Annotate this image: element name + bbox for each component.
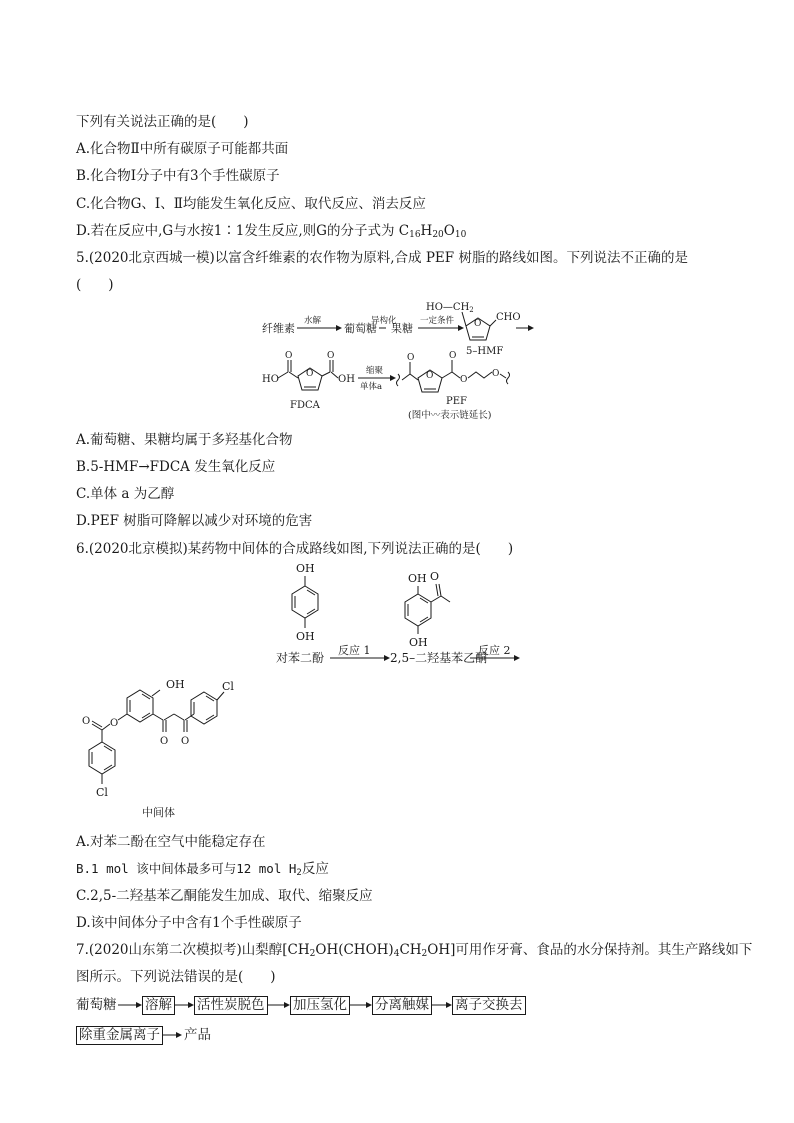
int-ester-carbonyl — [92, 724, 102, 730]
dhap-oh-bottom: OH — [409, 636, 428, 649]
arrow-hydrolysis-label: 水解 — [304, 316, 322, 326]
hq-oh-bottom: OH — [296, 630, 315, 643]
flow-step-separate-catalyst: 分离触媒 — [372, 996, 432, 1015]
pef-bond-2 — [410, 374, 418, 380]
flow-end: 产品 — [184, 1027, 211, 1043]
q4-option-b: B.化合物Ⅰ分子中有3个手性碳原子 — [76, 168, 280, 184]
pef-bond-3 — [442, 372, 452, 378]
int-ring-b-double-2 — [206, 696, 214, 701]
cellulose-label: 纤维素 — [262, 322, 295, 335]
hq-benzene-ring — [292, 586, 318, 618]
dhap-methyl — [441, 596, 450, 602]
flow-start: 葡萄糖 — [76, 997, 117, 1013]
q6-option-a: A.对苯二酚在空气中能稳定存在 — [76, 834, 266, 850]
q6-stem: 6.(2020北京模拟)某药物中间体的合成路线如图,下列说法正确的是( ) — [76, 541, 514, 557]
q4-option-d — [76, 222, 466, 240]
q6-option-b-text: B.1 mol 该中间体最多可与12 mol H — [76, 861, 297, 876]
flow-step-hydrogenation: 加压氢化 — [290, 996, 350, 1015]
arrow-polycondensation-bottom: 单体a — [360, 382, 383, 392]
pef-o-2: O — [449, 351, 457, 361]
pef-o-ester: O — [460, 375, 468, 385]
int-ester-bond-2 — [102, 724, 110, 730]
int-ester-o: O — [110, 718, 119, 729]
formula-part: O — [443, 223, 455, 239]
q7-stem-text: 7.(2020山东第二次模拟考)山梨醇[CH — [76, 942, 310, 958]
dhap-benzene-ring — [405, 594, 431, 626]
fdca-bond-right — [322, 372, 330, 376]
subscript: 10 — [454, 230, 467, 240]
int-cl-top: Cl — [222, 680, 234, 693]
ch2-bond — [462, 312, 466, 326]
hq-double-3 — [307, 609, 315, 614]
subscript: 20 — [432, 230, 444, 240]
subscript: 4 — [393, 949, 400, 959]
dhap-carbonyl-2 — [439, 584, 441, 596]
int-chain-2 — [164, 714, 174, 720]
dhap-acetyl-bond — [431, 596, 441, 602]
int-ester-o-2: O — [82, 716, 91, 727]
int-cl-bond-top — [217, 692, 224, 700]
q4-option-c: C.化合物G、Ⅰ、Ⅱ均能发生氧化反应、取代反应、消去反应 — [76, 196, 426, 212]
pef-bond-4 — [452, 372, 460, 378]
pef-ethylene — [468, 372, 492, 378]
arrow-isomerization-label: 异构化 — [371, 316, 397, 326]
flow-step-dissolve: 溶解 — [142, 996, 175, 1015]
q4-option-d-text: D.若在反应中,G与水按1∶1发生反应,则G的分子式为 C — [76, 223, 410, 239]
dhap-label: 2,5–二羟基苯乙酮 — [390, 651, 488, 665]
dhap-double-3 — [420, 617, 428, 622]
subscript: 16 — [409, 230, 421, 240]
fdca-furan-o: O — [306, 369, 314, 379]
int-chain-3 — [174, 714, 184, 720]
q4-option-a: A.化合物Ⅱ中所有碳原子可能都共面 — [76, 141, 289, 157]
int-oh-bond — [152, 690, 160, 696]
q5-option-c: C.单体 a 为乙醇 — [76, 486, 175, 502]
pef-o-ether: O — [492, 369, 500, 379]
flow-step-remove-metals: 除重金属离子 — [76, 1026, 163, 1045]
reaction-2-label: 反应 2 — [478, 644, 511, 657]
q6-synthesis-scheme — [0, 560, 794, 820]
int-ring-a — [127, 690, 153, 722]
int-o-1: O — [160, 736, 169, 747]
arrow-head — [176, 1032, 182, 1038]
q7-stem — [76, 941, 752, 959]
flow-step-ion-exchange: 离子交换去 — [452, 996, 526, 1015]
q6-option-b — [76, 860, 329, 878]
arrow-condition-label: 一定条件 — [420, 316, 455, 326]
pef-name: PEF — [446, 396, 467, 407]
hq-oh-top: OH — [296, 562, 315, 575]
pef-o-1: O — [407, 353, 415, 363]
fdca-bond-oh — [331, 372, 338, 378]
formula-part: CH — [399, 942, 422, 958]
fdca-bond-left — [278, 372, 288, 378]
int-ring-a-double-3 — [142, 713, 150, 718]
pef-bond-1 — [402, 374, 410, 380]
fructose-label: 果糖 — [391, 322, 413, 335]
q7-stem-cont: 图所示。下列说法错误的是( ) — [76, 969, 276, 985]
arrow-head — [390, 375, 396, 381]
flow-step-decolorize: 活性炭脱色 — [194, 996, 268, 1015]
fdca-name: FDCA — [290, 400, 320, 411]
int-o-2: O — [181, 736, 190, 747]
cho-label: CHO — [496, 312, 521, 323]
pef-note: (图中〰表示链延长) — [408, 410, 492, 421]
arrow-head — [336, 325, 342, 331]
chain-extension-right — [507, 372, 510, 384]
subscript: 2 — [421, 949, 428, 959]
formula-part: H — [420, 223, 433, 239]
q5-option-a: A.葡萄糖、果糖均属于多羟基化合物 — [76, 432, 293, 448]
fdca-ho: HO — [262, 374, 279, 385]
q5-option-b: B.5-HMF→FDCA 发生氧化反应 — [76, 459, 276, 475]
fdca-o-right: O — [327, 351, 335, 361]
q5-stem: 5.(2020北京西城一模)以富含纤维素的农作物为原料,合成 PEF 树脂的路线如图。下列说法不正确的是 — [76, 250, 688, 266]
int-ring-c-double-2 — [104, 746, 112, 751]
int-ring-c-double-3 — [104, 765, 112, 770]
pef-furan-o: O — [426, 371, 434, 381]
arrow-polycondensation-top: 缩聚 — [366, 366, 384, 376]
hq-double-2 — [307, 590, 315, 595]
q7-stem-end: OH]可用作牙膏、食品的水分保持剂。其生产路线如下 — [427, 942, 753, 958]
fdca-bond — [289, 372, 298, 378]
fdca-oh: OH — [338, 374, 355, 385]
formula-part: OH(CHOH) — [315, 942, 394, 958]
subscript: 2 — [296, 868, 302, 878]
int-oh: OH — [166, 678, 185, 691]
q5-synthesis-scheme — [0, 296, 794, 426]
intermediate-label: 中间体 — [142, 806, 175, 819]
dhap-double-2 — [420, 598, 428, 603]
furan-o: O — [474, 319, 482, 329]
glucose-label: 葡萄糖 — [344, 322, 377, 335]
int-chain-1 — [153, 714, 163, 720]
q4-stem: 下列有关说法正确的是( ) — [76, 114, 249, 130]
int-ring-c — [89, 742, 115, 774]
q6-option-d: D.该中间体分子中含有1个手性碳原子 — [76, 915, 302, 931]
int-ring-b — [191, 692, 217, 724]
q5-stem-cont: ( ) — [76, 277, 114, 293]
int-ring-a-double-2 — [142, 694, 150, 699]
q5-option-d: D.PEF 树脂可降解以减少对环境的危害 — [76, 513, 313, 529]
hydroquinone-label: 对苯二酚 — [276, 651, 325, 665]
fdca-o-left: O — [285, 351, 293, 361]
int-cl-bottom: Cl — [96, 786, 108, 799]
hmf-name: 5–HMF — [466, 346, 504, 357]
dhap-carbonyl — [436, 584, 438, 596]
dhap-oh-top: OH — [408, 572, 427, 585]
int-ring-b-double-3 — [206, 715, 214, 720]
chain-extension-left — [397, 374, 400, 386]
arrow-head — [528, 325, 534, 331]
reaction-1-label: 反应 1 — [338, 644, 371, 657]
arrow-head — [514, 655, 520, 661]
hmf-hoch2: $HO—CH_2$ — [426, 302, 474, 314]
pef-bond-end — [500, 374, 506, 378]
q6-option-c: C.2,5-二羟基苯乙酮能发生加成、取代、缩聚反应 — [76, 888, 373, 904]
dhap-o-ketone: O — [430, 570, 440, 583]
q6-option-b-end: 反应 — [301, 861, 329, 877]
int-ester-carbonyl-2 — [92, 721, 102, 727]
arrow-head — [458, 325, 464, 331]
int-ester-bond — [118, 714, 127, 720]
subscript: 2 — [309, 949, 316, 959]
